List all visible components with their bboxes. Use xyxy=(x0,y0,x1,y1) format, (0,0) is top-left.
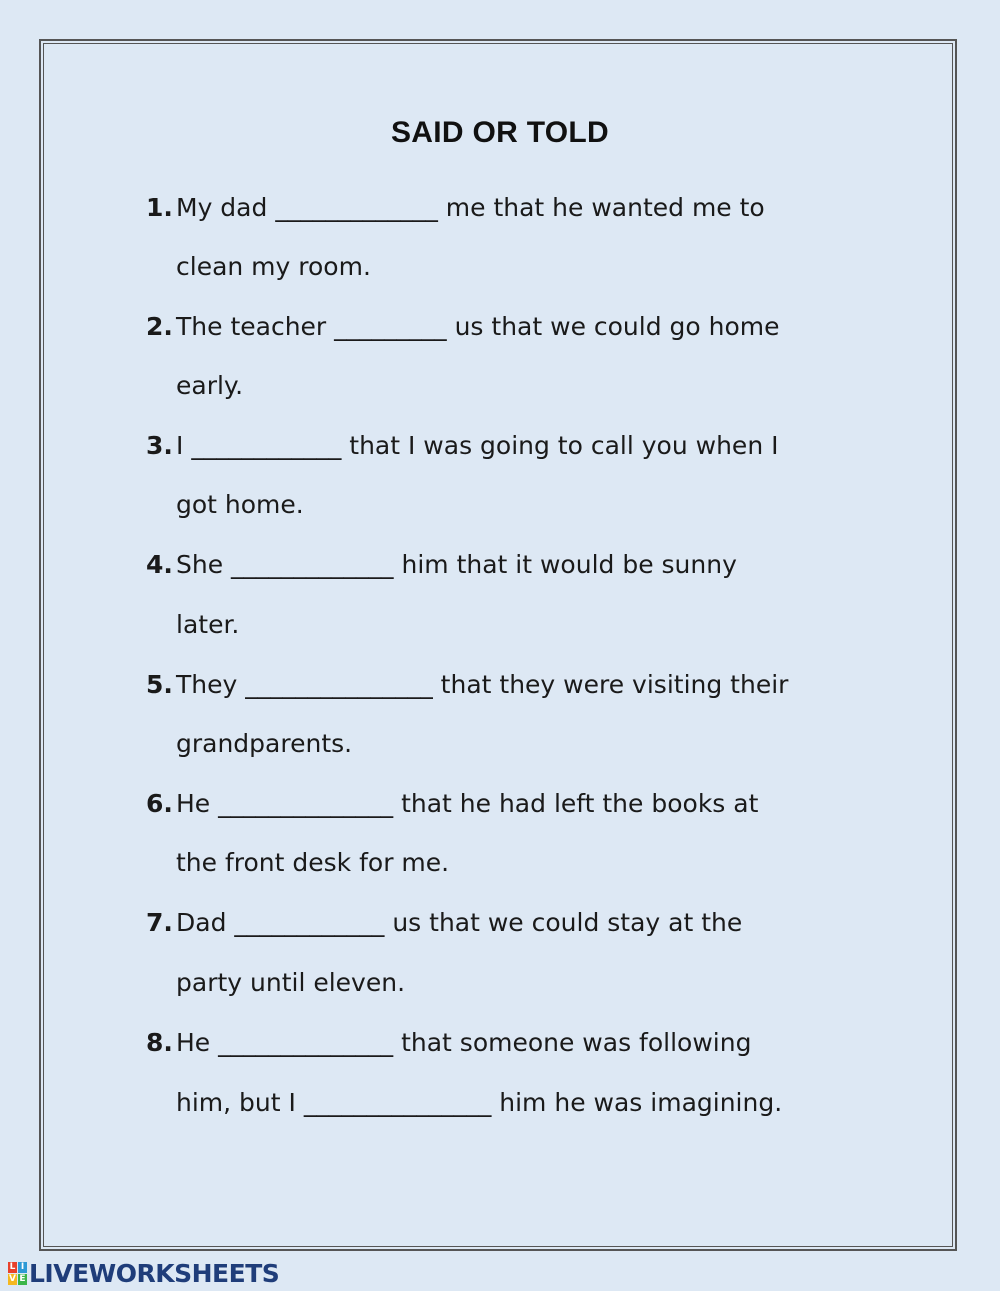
question-text: He ______________ that someone was following xyxy=(176,1028,752,1057)
question-text: Dad ____________ us that we could stay at the xyxy=(176,908,743,937)
question-continuation: him, but I _______________ him he was imagining. xyxy=(176,1088,783,1117)
question-number: 2. xyxy=(146,312,173,341)
logo-tile: V xyxy=(9,1273,16,1284)
question-number: 8. xyxy=(146,1028,173,1057)
question-continuation: grandparents. xyxy=(176,729,353,758)
logo-tile: L xyxy=(9,1261,16,1272)
question-line xyxy=(146,784,758,824)
question-number: 5. xyxy=(146,670,173,699)
logo-tile: I xyxy=(18,1262,27,1273)
question-number: 6. xyxy=(146,789,173,818)
question-line xyxy=(146,545,737,585)
question-text: She _____________ him that it would be sunny xyxy=(176,550,737,579)
question-line xyxy=(146,665,788,705)
question-number: 4. xyxy=(146,550,173,579)
question-continuation: party until eleven. xyxy=(176,968,406,997)
question-text: He ______________ that he had left the books at xyxy=(176,789,759,818)
question-number: 1. xyxy=(146,193,173,222)
question-line xyxy=(146,903,742,943)
question-number: 3. xyxy=(146,431,173,460)
question-continuation: got home. xyxy=(176,490,304,519)
logo-tile: E xyxy=(19,1273,26,1284)
question-text: My dad _____________ me that he wanted me to xyxy=(176,193,765,222)
question-continuation: early. xyxy=(176,371,244,400)
question-line xyxy=(146,1023,751,1063)
question-line xyxy=(146,426,778,466)
question-continuation: the front desk for me. xyxy=(176,848,450,877)
worksheet-title: SAID OR TOLD xyxy=(390,116,610,149)
logo-wordmark: LIVEWORKSHEETS xyxy=(29,1258,280,1288)
logo-mark-icon xyxy=(8,1262,27,1285)
liveworksheets-logo[interactable] xyxy=(8,1258,279,1288)
question-number: 7. xyxy=(146,908,173,937)
question-text: I ____________ that I was going to call you when I xyxy=(176,431,779,460)
question-text: They _______________ that they were visiting their xyxy=(176,670,789,699)
question-line xyxy=(146,188,765,228)
question-text: The teacher _________ us that we could go home xyxy=(176,312,780,341)
question-line xyxy=(146,307,780,347)
question-continuation: clean my room. xyxy=(176,252,371,281)
question-continuation: later. xyxy=(176,610,240,639)
